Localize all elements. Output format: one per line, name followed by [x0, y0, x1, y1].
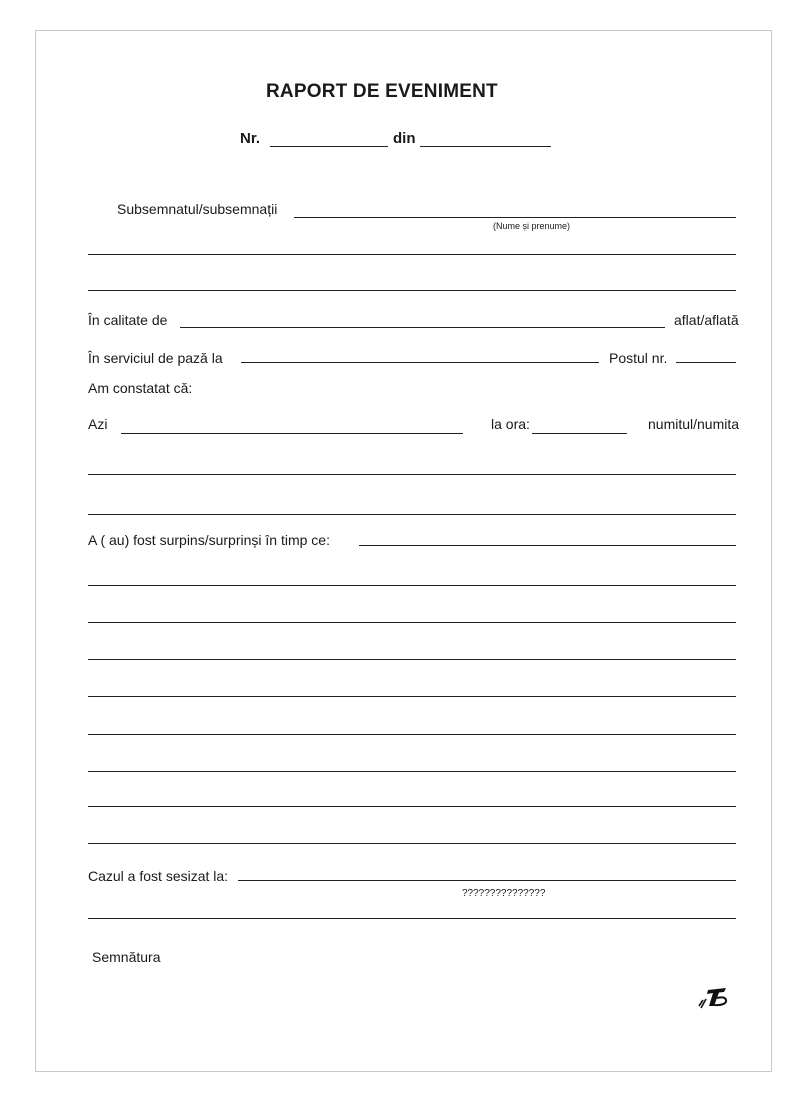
constatat-label: Am constatat că: — [88, 380, 193, 396]
surprins-line-7[interactable] — [88, 806, 736, 807]
subsemnatul-label: Subsemnatul/subsemnații — [117, 201, 278, 217]
ora-field[interactable] — [532, 433, 627, 434]
postul-field[interactable] — [676, 362, 736, 363]
numitul-label: numitul/numita — [648, 416, 740, 432]
surprins-label: A ( au) fost surpins/surprinși în timp ce: — [88, 532, 330, 548]
surprins-line-2[interactable] — [88, 622, 736, 623]
nume-hint: (Nume și prenume) — [493, 221, 571, 231]
cazul-hint: ??????????????? — [462, 888, 546, 899]
aflat-label: aflat/aflată — [674, 312, 739, 328]
serviciu-field[interactable] — [241, 362, 599, 363]
din-label: din — [393, 130, 416, 147]
publisher-logo-icon — [697, 984, 729, 1010]
subsemnatul-line-3[interactable] — [88, 290, 736, 291]
surprins-field[interactable] — [359, 545, 736, 546]
postul-label: Postul nr. — [609, 350, 668, 366]
surprins-line-1[interactable] — [88, 585, 736, 586]
numitul-line-2[interactable] — [88, 514, 736, 515]
azi-field[interactable] — [121, 433, 463, 434]
cazul-label: Cazul a fost sesizat la: — [88, 868, 229, 884]
nr-label: Nr. — [240, 130, 261, 147]
subsemnatul-field[interactable] — [294, 217, 736, 218]
surprins-line-8[interactable] — [88, 843, 736, 844]
cazul-field[interactable] — [238, 880, 736, 881]
calitate-field[interactable] — [180, 327, 665, 328]
ora-label: la ora: — [491, 416, 530, 432]
semnatura-label: Semnătura — [92, 949, 161, 965]
subsemnatul-line-2[interactable] — [88, 254, 736, 255]
din-field[interactable] — [420, 146, 551, 147]
serviciu-label: În serviciul de pază la — [88, 350, 223, 366]
nr-field[interactable] — [270, 146, 388, 147]
calitate-label: În calitate de — [88, 312, 168, 328]
surprins-line-6[interactable] — [88, 771, 736, 772]
cazul-line-2[interactable] — [88, 918, 736, 919]
form-sheet — [35, 30, 772, 1072]
numitul-line-1[interactable] — [88, 474, 736, 475]
azi-label: Azi — [88, 416, 108, 432]
surprins-line-3[interactable] — [88, 659, 736, 660]
surprins-line-5[interactable] — [88, 734, 736, 735]
surprins-line-4[interactable] — [88, 696, 736, 697]
form-title: RAPORT DE EVENIMENT — [266, 81, 498, 102]
